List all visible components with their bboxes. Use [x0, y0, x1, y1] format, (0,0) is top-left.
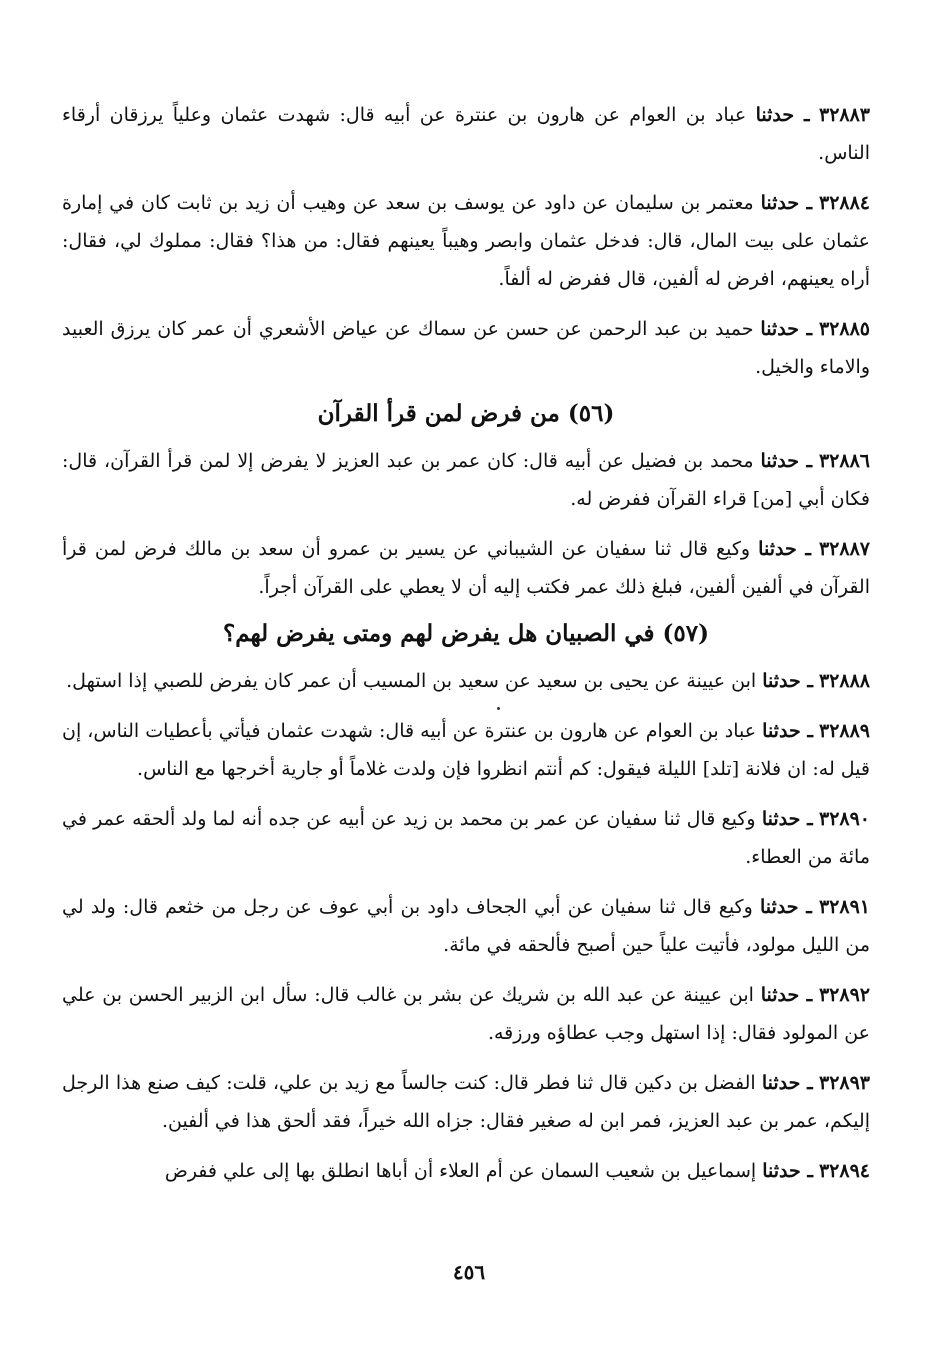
hadith-lead: ـ حدثنا: [761, 808, 813, 830]
hadith-text: حميد بن عبد الرحمن عن حسن عن سماك عن عياض الأشعري أن عمر كان يرزق العبيد والاماء والخيل.: [62, 318, 870, 378]
hadith-lead: ـ حدثنا: [755, 104, 810, 126]
hadith-number: ٣٢٨٨٥: [818, 318, 870, 340]
hadith-text: ابن عيينة عن عبد الله بن شريك عن بشر بن غالب قال: سأل ابن الزبير الحسن بن علي عن المولود فقال: إذا استهل وجب عطاؤه ورزقه.: [62, 984, 870, 1044]
hadith-lead: ـ حدثنا: [760, 192, 813, 214]
hadith-32891: [62, 888, 870, 964]
hadith-number: ٣٢٨٨٨: [818, 670, 870, 692]
hadith-lead: ـ حدثنا: [762, 670, 813, 692]
hadith-text: عباد بن العوام عن هارون بن عنترة عن أبيه قال: شهدت عثمان فيأتي بأعطيات الناس، إن قيل له: ان فلانة [تلد] الليلة فيقول: كم أنتم انظروا فإن ولدت غلاماً أو جارية أخرجها مع الناس.: [62, 720, 870, 780]
hadith-lead: ـ حدثنا: [759, 896, 812, 918]
hadith-32883: [62, 96, 870, 172]
page-body: [62, 96, 870, 1202]
hadith-text: وكيع قال ثنا سفيان عن الشيباني عن يسير بن عمرو أن سعد بن مالك فرض لمن قرأ القرآن في ألفين ألفين، فبلغ ذلك عمر فكتب إليه أن لا يعطي على القرآن أجراً.: [62, 538, 870, 598]
hadith-lead: ـ حدثنا: [760, 450, 813, 472]
hadith-32890: [62, 800, 870, 876]
chapter-heading-56: (٥٦) من فرض لمن قرأ القرآن: [317, 400, 615, 427]
hadith-text: الفضل بن دكين قال ثنا فطر قال: كنت جالساً مع زيد بن علي، قلت: كيف صنع هذا الرجل إليكم، عمر بن عبد العزيز، فمر ابن له صغير فقال: جزاه الله خيراً، فقد ألحق هذا في ألفين.: [62, 1072, 870, 1132]
hadith-number: ٣٢٨٨٩: [818, 720, 871, 742]
hadith-text: عباد بن العوام عن هارون بن عنترة عن أبيه قال: شهدت عثمان وعلياً يرزقان أرقاء الناس.: [62, 104, 870, 164]
hadith-32885: [62, 310, 870, 386]
hadith-32886: [62, 442, 870, 518]
hadith-number: ٣٢٨٩٣: [818, 1072, 871, 1094]
hadith-lead: ـ حدثنا: [760, 318, 813, 340]
hadith-lead: ـ حدثنا: [762, 1160, 813, 1182]
hadith-32884: [62, 184, 870, 298]
hadith-32889: [62, 712, 870, 788]
hadith-text: معتمر بن سليمان عن داود عن يوسف بن سعد عن وهيب أن زيد بن ثابت كان في إمارة عثمان على بيت المال، قال: فدخل عثمان وابصر وهيباً يعينهم فقال: من هذا؟ فقال: مملوك لي، فقال: أراه يعينهم، افرض له ألفين، قال ففرض له ألفاً.: [62, 192, 870, 290]
hadith-32894: [62, 1152, 870, 1190]
hadith-32892: [62, 976, 870, 1052]
hadith-number: ٣٢٨٩٤: [818, 1160, 870, 1182]
hadith-32888: [62, 662, 870, 700]
scan-speck: [497, 707, 500, 710]
hadith-text: ابن عيينة عن يحيى بن سعيد عن سعيد بن المسيب أن عمر كان يفرض للصبي إذا استهل.: [66, 670, 757, 692]
hadith-lead: ـ حدثنا: [761, 1072, 813, 1094]
hadith-text: محمد بن فضيل عن أبيه قال: كان عمر بن عبد العزيز لا يفرض إلا لمن قرأ القرآن، قال: فكان أبي [من] قراء القرآن ففرض له.: [62, 450, 870, 510]
hadith-number: ٣٢٨٩٠: [818, 808, 871, 830]
hadith-lead: ـ حدثنا: [762, 720, 813, 742]
hadith-32893: [62, 1064, 870, 1140]
hadith-text: وكيع قال ثنا سفيان عن أبي الجحاف داود بن أبي عوف عن رجل من خثعم قال: ولد لي من الليل مولود، فأتيت علياً حين أصبح فألحقه في مائة.: [62, 896, 870, 956]
page-number: ٤٥٦: [452, 1260, 486, 1284]
chapter-heading-57: (٥٧) في الصبيان هل يفرض لهم ومتى يفرض لهم؟: [222, 620, 710, 647]
hadith-number: ٣٢٨٩١: [818, 896, 870, 918]
hadith-32887: [62, 530, 870, 606]
hadith-number: ٣٢٨٨٦: [818, 450, 870, 472]
hadith-text: وكيع قال ثنا سفيان عن عمر بن محمد بن زيد عن أبيه عن جده أنه لما ولد ألحقه عمر في مائة من العطاء.: [62, 808, 870, 868]
hadith-number: ٣٢٨٨٣: [818, 104, 871, 126]
hadith-lead: ـ حدثنا: [760, 984, 813, 1006]
hadith-number: ٣٢٨٨٤: [818, 192, 871, 214]
hadith-number: ٣٢٨٩٢: [818, 984, 870, 1006]
hadith-number: ٣٢٨٨٧: [818, 538, 870, 560]
hadith-text: إسماعيل بن شعيب السمان عن أم العلاء أن أباها انطلق بها إلى علي ففرض: [164, 1160, 757, 1182]
hadith-lead: ـ حدثنا: [758, 538, 811, 560]
